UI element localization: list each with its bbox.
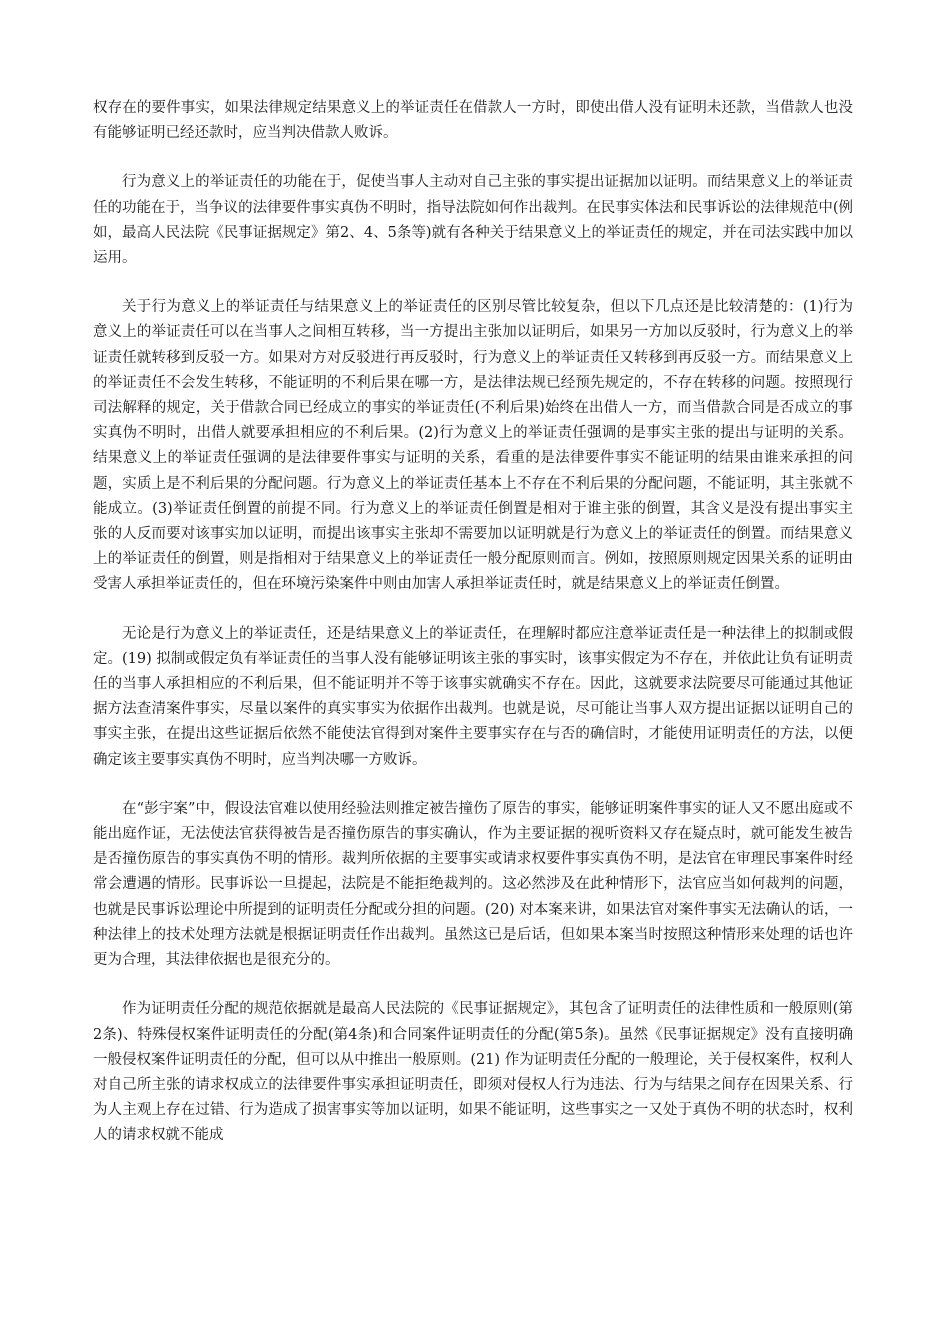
paragraph-2: 行为意义上的举证责任的功能在于，促使当事人主动对自己主张的事实提出证据加以证明。而结果意义上的举证责任的功能在于，当争议的法律要件事实真伪不明时，指导法院如何作出裁判。在民事实体法和民事诉讼的法律规范中(例如，最高人民法院《民事证据规定》第2、4、5条等)就有各种关于结果意义上的举证责任的规定，并在司法实践中加以运用。: [93, 174, 853, 267]
paragraph-1: 权存在的要件事实，如果法律规定结果意义上的举证责任在借款人一方时，即使出借人没有证明未还款，当借款人也没有能够证明已经还款时，应当判决借款人败诉。: [93, 100, 853, 142]
paragraph-4: 无论是行为意义上的举证责任，还是结果意义上的举证责任，在理解时都应注意举证责任是一种法律上的拟制或假定。(19) 拟制或假定负有举证责任的当事人没有能够证明该主张的事实时，该事实假定为不存在，并依此让负有证明责任的当事人承担相应的不利后果，但不能证明并不等于该事实就确实不存在。因此，这就要求法院要尽可能通过其他证据方法查清案件事实，尽量以案件的真实事实为依据作出裁判。也就是说，尽可能让当事人双方提出证据以证明自己的事实主张，在提出这些证据后依然不能使法官得到对案件主要事实存在与否的确信时，才能使用证明责任的方法，以便确定该主要事实真伪不明时，应当判决哪一方败诉。: [93, 625, 853, 768]
paragraph-5: 在“彭宇案”中，假设法官难以使用经验法则推定被告撞伤了原告的事实，能够证明案件事实的证人又不愿出庭或不能出庭作证，无法使法官获得被告是否撞伤原告的事实确认，作为主要证据的视听资料又存在疑点时，就可能发生被告是否撞伤原告的事实真伪不明的情形。裁判所依据的主要事实或请求权要件事实真伪不明，是法官在审理民事案件时经常会遭遇的情形。民事诉讼一旦提起，法院是不能拒绝裁判的。这必然涉及在此种情形下，法官应当如何裁判的问题，也就是民事诉讼理论中所提到的证明责任分配或分担的问题。(20) 对本案来讲，如果法官对案件事实无法确认的话，一种法律上的技术处理方法就是根据证明责任作出裁判。虽然这已是后话，但如果本案当时按照这种情形来处理的话也许更为合理，其法律依据也是很充分的。: [93, 800, 853, 969]
paragraph-3: 关于行为意义上的举证责任与结果意义上的举证责任的区别尽管比较复杂，但以下几点还是比较清楚的：(1)行为意义上的举证责任可以在当事人之间相互转移，当一方提出主张加以证明后，如果另一方加以反驳时，行为意义上的举证责任就转移到反驳一方。如果对方对反驳进行再反驳时，行为意义上的举证责任又转移到再反驳一方。而结果意义上的举证责任不会发生转移，不能证明的不利后果在哪一方，是法律法规已经预先规定的，不存在转移的问题。按照现行司法解释的规定，关于借款合同已经成立的事实的举证责任(不利后果)始终在出借人一方，而当借款合同是否成立的事实真伪不明时，出借人就要承担相应的不利后果。(2)行为意义上的举证责任强调的是事实主张的提出与证明的关系。结果意义上的举证责任强调的是法律要件事实与证明的关系，看重的是法律要件事实不能证明的结果由谁来承担的问题，实质上是不利后果的分配问题。行为意义上的举证责任基本上不存在不利后果的分配问题，不能证明，其主张就不能成立。(3)举证责任倒置的前提不同。行为意义上的举证责任倒置是相对于谁主张的倒置，其含义是没有提出事实主张的人反而要对该事实加以证明，而提出该事实主张却不需要加以证明就是行为意义上的举证责任的倒置。而结果意义上的举证责任的倒置，则是指相对于结果意义上的举证责任一般分配原则而言。例如，按照原则规定因果关系的证明由受害人承担举证责任的，但在环境污染案件中则由加害人承担举证责任时，就是结果意义上的举证责任倒置。: [93, 299, 853, 593]
document-body: [93, 96, 853, 1173]
paragraph-6: 作为证明责任分配的规范依据就是最高人民法院的《民事证据规定》，其包含了证明责任的法律性质和一般原则(第2条)、特殊侵权案件证明责任的分配(第4条)和合同案件证明责任的分配(第5条)。虽然《民事证据规定》没有直接明确一般侵权案件证明责任的分配，但可以从中推出一般原则。(21) 作为证明责任分配的一般理论，关于侵权案件，权利人对自己所主张的请求权成立的法律要件事实承担证明责任，即须对侵权人行为违法、行为与结果之间存在因果关系、行为人主观上存在过错、行为造成了损害事实等加以证明，如果不能证明，这些事实之一又处于真伪不明的状态时，权利人的请求权就不能成: [93, 1001, 853, 1144]
